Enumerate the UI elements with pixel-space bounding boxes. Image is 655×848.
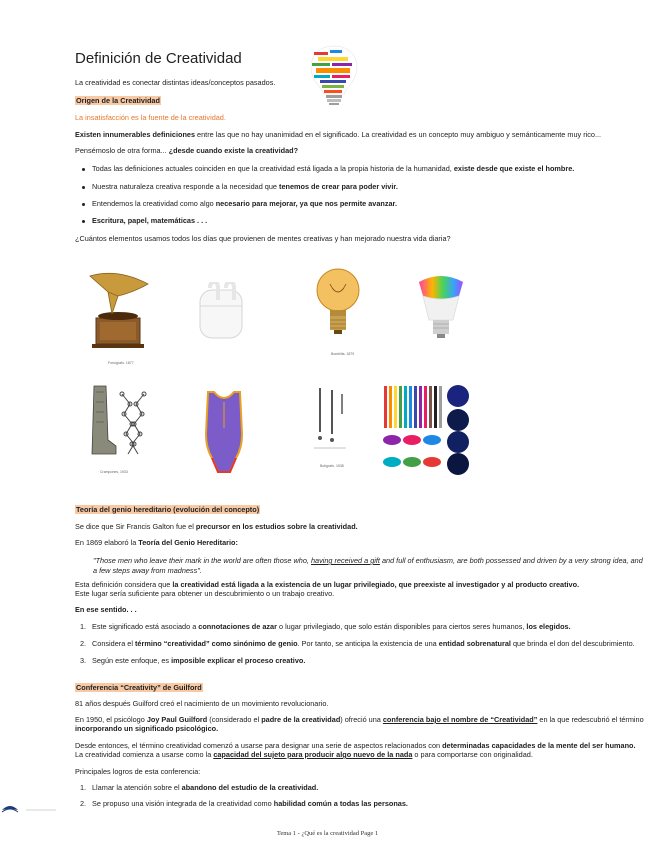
gramophone-image bbox=[78, 270, 158, 355]
bullet-item: Todas las definiciones actuales coinciden en que la creatividad está ligada a la propia historia de la humanidad, existe desde que existe el hombre. bbox=[92, 164, 575, 173]
caption-pens: Bolígrafo. 1938 bbox=[320, 464, 344, 468]
paragraph-since-2: La creatividad comienza a usarse como la capacidad del sujeto para producir algo nuevo de la nada o para comportarse con originalidad. bbox=[75, 750, 533, 759]
caption-gramophone: Fonógrafo. 1877 bbox=[108, 361, 134, 365]
caption-bulb: Bombilla. 1879 bbox=[331, 352, 355, 356]
bullet-dot bbox=[82, 168, 85, 171]
creativity-bulb-image bbox=[300, 42, 368, 108]
caption-boots: Crampones. 1933 bbox=[100, 470, 128, 474]
page-title: Definición de Creatividad bbox=[75, 50, 242, 67]
numbered-item: Considera el término “creatividad” como sinónimo de genio. Por tanto, se anticipa la existencia de una entidad sobrenatural que brinda el don del descubrimiento. bbox=[92, 639, 635, 648]
bullet-item: Nuestra naturaleza creativa responde a la necesidad que tenemos de crear para poder vivir. bbox=[92, 182, 398, 191]
numbered-item: Llamar la atención sobre el abandono del estudio de la creatividad. bbox=[92, 783, 319, 792]
sense-heading: En ese sentido. . . bbox=[75, 605, 137, 614]
paragraph-definition: Esta definición considera que la creatividad está ligada a la existencia de un lugar privilegiado, que preexiste al investigador y al producto creativo. bbox=[75, 580, 580, 589]
bullet-item: Escritura, papel, matemáticas . . . bbox=[92, 216, 208, 225]
paragraph-1869: En 1869 elaboró la Teoría del Genio Hereditario: bbox=[75, 538, 238, 547]
section-heading-origen: Origen de la Creatividad bbox=[76, 96, 160, 105]
crampon-boots-image bbox=[86, 384, 158, 466]
list-number: 2. bbox=[80, 799, 87, 808]
swimsuit-image bbox=[196, 388, 252, 478]
orange-statement: La insatisfacción es la fuente de la creatividad. bbox=[75, 113, 226, 122]
paragraph-since: Desde entonces, el término creatividad comenzó a usarse para designar una serie de aspectos relacionados con determinadas capacidades de la mente del ser humano. bbox=[75, 741, 636, 750]
paragraph-definition-2: Este lugar sería suficiente para obtener un descubrimiento o un trabajo creativo. bbox=[75, 589, 335, 598]
bullet-item: Entendemos la creatividad como algo necesario para mejorar, ya que nos permite avanzar. bbox=[92, 199, 398, 208]
section-heading-guilford: Conferencia “Creativity” de Guilford bbox=[76, 683, 202, 692]
section-heading-genio: Teoría del genio hereditario (evolución del concepto) bbox=[76, 505, 260, 514]
page-footer: Tema 1 - ¿Qué es la creatividad Page 1 bbox=[276, 830, 379, 837]
numbered-item: Este significado está asociado a connotaciones de azar o lugar privilegiado, que solo están disponibles para ciertos seres humanos, los elegidos. bbox=[92, 622, 571, 631]
list-number: 1. bbox=[80, 783, 87, 792]
paragraph-1950: En 1950, el psicólogo Joy Paul Guilford (considerado el padre de la creatividad) ofreció una conferencia bajo el nombre de “Creatividad” en la que redescubrió el término bbox=[75, 715, 644, 724]
paragraph-81-years: 81 años después Guilford creó el nacimiento de un movimiento revolucionario. bbox=[75, 699, 329, 708]
paragraph-1950-2: incorporando un significado psicológico. bbox=[75, 724, 219, 733]
bullet-dot bbox=[82, 220, 85, 223]
list-number: 2. bbox=[80, 639, 87, 648]
smart-bulb-image bbox=[415, 274, 467, 348]
quote-line-1: "Those men who leave their mark in the world are often those who, having received a gift and full of enthusiasm, are both possessed and driven by a very strong idea, and bbox=[93, 556, 643, 565]
paragraph-galton: Se dice que Sir Francis Galton fue el precursor en los estudios sobre la creatividad. bbox=[75, 522, 358, 531]
paragraph-definitions: Existen innumerables definiciones entre las que no hay unanimidad en el significado. La creatividad es un concepto muy ambiguo y semánticamente muy rico... bbox=[75, 130, 602, 139]
bullet-dot bbox=[82, 203, 85, 206]
lightbulb-image bbox=[316, 266, 360, 344]
list-number: 3. bbox=[80, 656, 87, 665]
achievements-heading: Principales logros de esta conferencia: bbox=[75, 767, 201, 776]
numbered-item: Se propuso una visión integrada de la creatividad como habilidad común a todas las personas. bbox=[92, 799, 408, 808]
bullet-dot bbox=[82, 186, 85, 189]
question-text: ¿Cuántos elementos usamos todos los días que provienen de mentes creativas y han mejorado nuestra vida diaria? bbox=[75, 234, 451, 243]
pen-patent-image bbox=[310, 384, 350, 460]
numbered-item: Según este enfoque, es imposible explicar el proceso creativo. bbox=[92, 656, 306, 665]
quote-line-2: a few steps away from madness". bbox=[93, 566, 202, 575]
colored-pens-image bbox=[380, 384, 472, 476]
list-number: 1. bbox=[80, 622, 87, 631]
publisher-logo bbox=[0, 800, 60, 816]
intro-text: La creatividad es conectar distintas ideas/conceptos pasados. bbox=[75, 78, 276, 87]
airpods-image bbox=[196, 282, 246, 344]
paragraph-question: Pensémoslo de otra forma... ¿desde cuando existe la creatividad? bbox=[75, 146, 299, 155]
